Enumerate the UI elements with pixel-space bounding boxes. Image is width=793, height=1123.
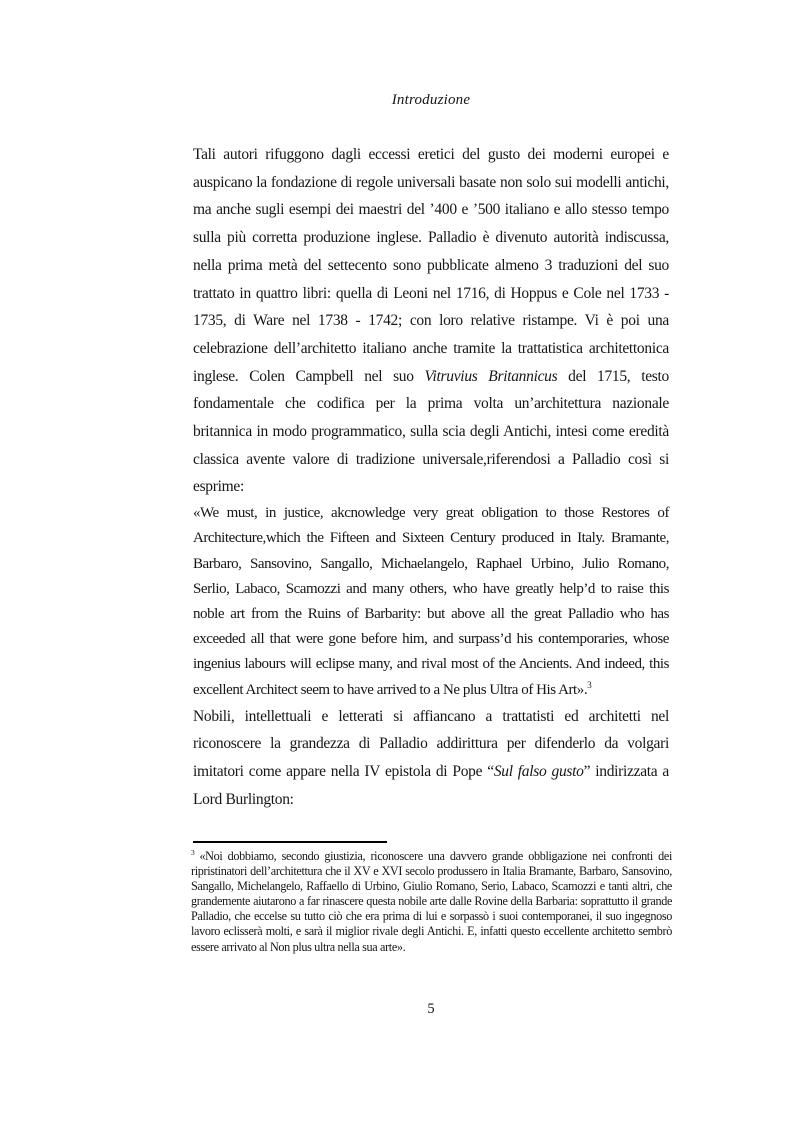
- paragraph-1-text: Tali autori rifuggono dagli eccessi eretici del gusto dei moderni europei e auspicano la fondazione di regole universali basate non solo sui modelli antichi, ma anche sugli esempi dei maestri del ’400 e ’500 italiano e allo stesso tempo sulla più corretta produzione inglese. Palladio è divenuto autorità indiscussa, nella prima metà del settecento sono pubblicate almeno 3 traduzioni del suo trattato in quattro libri: quella di Leoni nel 1716, di Hoppus e Cole nel 1733 - 1735, di Ware nel 1738 - 1742; con loro relative ristampe. Vi è poi una celebrazione dell’architetto italiano anche tramite la trattatistica architettonica inglese. Colen Campbell nel suo: [193, 146, 669, 385]
- footnote-text: «Noi dobbiamo, secondo giustizia, riconoscere una davvero grande obbligazione nei confronti dei ripristinatori dell’architettura che il XV e XVI secolo produssero in Italia Bramante, Barbaro, Sansovino, Sangallo, Michelangelo, Raffaello di Urbino, Giulio Romano, Serio, Labaco, Scamozzi e tanti altri, che grandemente aiutarono a far rinascere questa nobile arte dalle Rovine della Barbaria: soprattutto il grande Palladio, che eccelse su tutto ciò che era prima di lui e sorpassò i suoi contemporanei, il suo ingegnoso lavoro eclisserà molti, e sarà il miglior rivale degli Antichi. E, infatti questo eccellente architetto sembrò essere arrivato al Non plus ultra nella sua arte».: [191, 849, 672, 954]
- page-number: 5: [427, 1001, 435, 1017]
- quote-text: «We must, in justice, akcnowledge very great obligation to those Restores of Architecture,which the Fifteen and Sixteen Century produced in Italy. Bramante, Barbaro, Sansovino, Sangallo, Michaelangelo, Raphael Urbino, Julio Romano, Serlio, Labaco, Scamozzi and many others, who have greatly help’d to raise this noble art from the Ruins of Barbarity: but above all the great Palladio who has exceeded all that were gone before him, and surpass’d his contemporaries, whose ingenius labours will eclipse many, and rival most of the Ancients. And indeed, this excellent Architect seem to have arrived to a Ne plus Ultra of His Art».: [193, 505, 669, 698]
- footnote-separator: [193, 841, 387, 843]
- paragraph-1-text-continued: del 1715, testo fondamentale che codifica per la prima volta un’architettura nazionale britannica in modo programmatico, sulla scia degli Antichi, intesi come eredità classica avente valore di tradizione universale,riferendosi a Palladio così si esprime:: [193, 367, 669, 496]
- pope-epistle-title: Sul falso gusto: [493, 763, 584, 781]
- paragraph-2-text-continued: ” indirizzata a Lord Burlington:: [193, 763, 670, 808]
- footnote-marker: 3: [191, 847, 195, 857]
- paragraph-2: [193, 703, 669, 814]
- block-quote: [193, 501, 669, 703]
- book-title-vitruvius-britannicus: Vitruvius Britannicus: [424, 367, 558, 385]
- footnote-reference: 3: [587, 680, 592, 691]
- footnote: [191, 849, 672, 955]
- page-body: [193, 141, 669, 814]
- paragraph-2-text: Nobili, intellettuali e letterati si affiancano a trattatisti ed architetti nel riconoscere la grandezza di Palladio addirittura per difenderlo da volgari imitatori come appare nella IV epistola di Pope “: [193, 707, 669, 781]
- paragraph-1: [193, 141, 669, 501]
- running-header: Introduzione: [391, 92, 471, 108]
